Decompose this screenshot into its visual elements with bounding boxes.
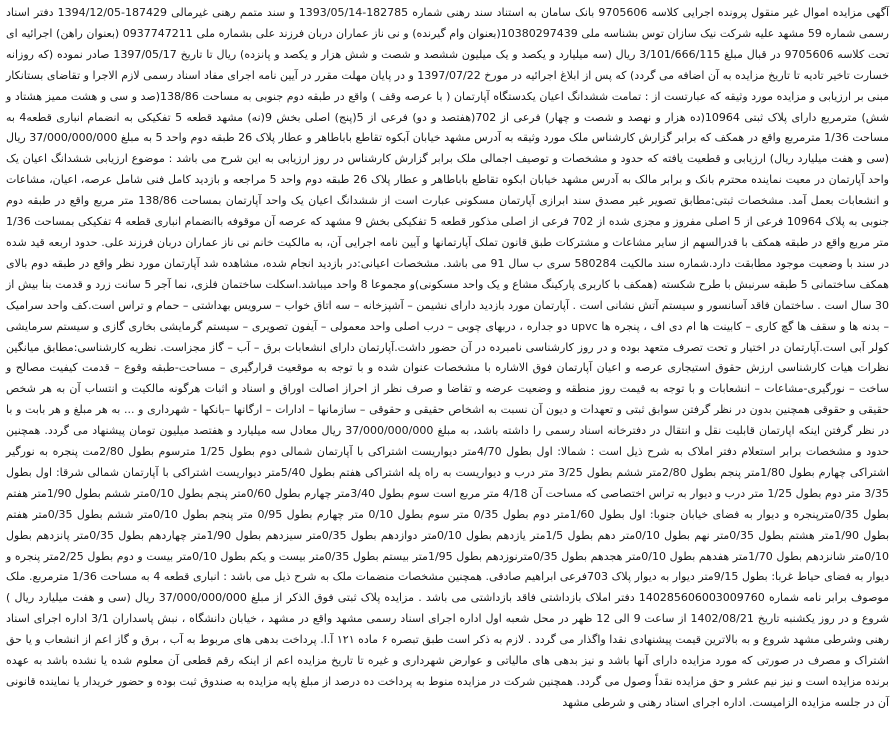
notice-body-text: آگهی مزایده اموال غیر منقول پرونده اجرایی کلاسه 9705606 بانک سامان به استناد سند رهنی شماره 182785-1393/05/14 و سند متمم رهنی غیرمالی 187429-1394/12/05 دفتر اسناد رسمی شماره 59 مشهد علیه شرکت نیک سازان توس بشناسه ملی 10380297439(بعنوان وام گیرنده) و نی ناز عماران دربان فرزند علی بشماره ملی 0937747211 (بعنوان راهن) اجرائیه ای تحت کلاسه 9705606 در قبال مبلغ 3/101/666/115 ریال (سه میلیارد و یکصد و یک میلیون ششصد و شصت و شش هزار و یکصد و پانزده) ریال تا تاریخ 1397/05/17 صادر نموده (که روزانه خسارت تاخیر تادیه تا تاریخ مزایده به آن اضافه می گردد) که پس از ابلاغ اجرائیه در مورخ 1397/07/22 و در پایان مهلت مقرر در آیین نامه اجرای مفاد اسناد رسمی لازم الاجرا و تقاضای بستانکار مبنی بر ارزیابی و مزایده مورد وثیقه که عبارتست از : تمامت ششدانگ اعیان یکدستگاه آپارتمان ( با عرصه وقف ) واقع در طبقه دوم جنوبی به مساحت 138/86(صد و سی و هشت ممیز هشتاد و شش) مترمربع دارای پلاک ثبتی 10964(ده هزار و نهصد و شصت و چهار) فرعی از 702(هفتصد و دو) فرعی از 5(پنج) اصلی بخش 9(نه) مشهد قطعه 5 تفکیکی به انضمام انباری قطعه4 به مساحت 1/36 مترمربع واقع در همکف که برابر گزارش کارشناس ملک مورد وثیقه به آدرس مشهد خیابان آبکوه تقاطع باباطاهر و عطار پلاک 26 طبقه دوم واحد 5 به مبلغ 37/000/000/000 ریال (سی و هفت میلیارد ریال) ارزیابی و قطعیت یافته که حدود و مشخصات و توصیف اجمالی ملک برابر گزارش کارشناس در روز ارزیابی به این شرح می باشد : موضوع ارزیابی ششدانگ اعیان یک واحد آپارتمان در معیت نماینده محترم بانک و برابر مالک به آدرس مشهد خیابان ابکوه تقاطع باباطاهر و عطار پلاک 26 طبقه دوم واحد 5 مراجعه و بازدید کامل فنی شامل عرصه، اعیان، مشاعات و انشعابات بعمل آمد. مشخصات ثبتی:مطابق تصویر غیر مصدق سند ابرازی آپارتمان مسکونی عبارت است از ششدانگ اعیان یک واحد آپارتمان بمساحت 138/86 متر مربع واقع در طبقه دوم جنوبی به پلاک 10964 فرعی از 5 اصلی مفروز و مجزی شده از 702 فرعی از اصلی مذکور قطعه 5 تفکیکی بخش 9 مشهد که عرصه آن موقوفه باانضمام انباری قطعه 4 تفکیکی بمساحت 1/36 متر مربع واقع در طبقه همکف با قدرالسهم از سایر مشاعات و مشترکات طبق قانون تملک آپارتمانها و آیین نامه اجرایی آن، به مالکیت خانم نی ناز عماران دربان فرزند علی. حدود اربعه قید شده در سند با وضعیت موجود مطابقت دارد.شماره سند مالکیت 580284 سری ب سال 91 می باشد. مشخصات اعیانی:در بازدید انجام شده، مشاهده شد آپارتمان مورد نظر واقع در طبقه دوم بالای همکف ساختمانی 5 طبقه سرنبش با طرح شکسته (همکف با کاربری پارکینگ مشاع و یک واحد مسکونی)و مجموعا 8 واحد میباشد.اسکلت ساختمان فلزی، نما آجر 5 سانت زرد و قدمت بنا بیش از 30 سال است . ساختمان فاقد آسانسور و سیستم آتش نشانی است . آپارتمان مورد بازدید دارای نشیمن – آشپزخانه – سه اتاق خواب – سرویس بهداشتی – حمام و تراس است.کف واحد سرامیک – بدنه ها و سقف ها گچ کاری – کابینت ها ام دی اف ، پنجره ها upvc دو جداره ، دربهای چوبی – درب اصلی واحد معمولی – آیفون تصویری – سیستم گرمایشی بخاری گازی و سیستم سرمایشی کولر آبی است.آپارتمان در اختیار و تحت تصرف متعهد بوده و در روز کارشناسی نامبرده در آن حضور داشت.آپارتمان دارای انشعابات برق – آب – گاز مجزاست. نظریه کارشناسی:مطابق میانگین نظرات هیات کارشناسی ارزش حقوق استیجاری عرصه و اعیان آپارتمان فوق الاشاره با مشخصات عنوان شده و با توجه به موقعیت قرارگیری – مساحت-طبقه وقوع – قدمت کیفیت مصالح و ساخت – نورگیری-مشاعات – انشعابات و با توجه به قیمت روز منطقه و وضعیت عرضه و تقاضا و صرف نظر از احراز اصالت اوراق و اسناد و اثبات هرگونه مالکیت و انتساب آن به هر شخص حقیقی و حقوقی همچنین بدون در نظر گرفتن سوابق ثبتی و تعهدات و دیون آن نسبت به اشخاص حقیقی و حقوقی – سازمانها – ادارات – ارگانها –بانکها - شهرداری و ... به هر مبلغ و هر بابت و با در نظر گرفتن اینکه اپارتمان قابلیت نقل و انتقال در دفترخانه اسناد رسمی را داشته باشد، به مبلغ 37/000/000/000 ریال معادل سه میلیارد و هفتصد میلیون تومان پیشنهاد می گردد. همچنین حدود و مشخصات برابر استعلام دفتر املاک به شرح ذیل است : شمالا: اول بطول 4/70متر دیواریست اشتراکی با آپارتمان شمالی دوم بطول 1/25 مترسوم بطول 2/80مت پنجره به نورگیر اشتراکی چهارم بطول 1/80متر پنجم بطول 2/80متر ششم بطول 3/25 متر درب و دیواریست به راه پله اشتراکی هفتم بطول 5/40متر دیواریست اشتراکی با آپارتمان شمالی شرقا: اول بطول 3/35 متر دوم بطول 1/25 متر درب و دیوار به تراس اختصاصی که مساحت آن 4/18 متر مربع است سوم بطول 3/40متر چهارم بطول 0/60متر پنجم بطول 0/10متر ششم بطول 1/90متر هفتم بطول 0/35مترپنجره و دیوار به فضای خیابان جنوبا: اول بطول 1/60متر دوم بطول 0/35 متر سوم بطول 0/10 متر چهارم بطول 0/95 متر پنجم بطول 0/10متر ششم بطول 0/35متر هفتم بطول 1/90متر هشتم بطول 0/35متر نهم بطول 0/10متر دهم بطول 1/5متر یازدهم بطول 0/10متر دوازدهم بطول 0/35متر سیزدهم بطول 1/90متر چهاردهم بطول 0/35متر پانزدهم بطول 0/10متر شانزدهم بطول 1/70متر هفدهم بطول 0/10متر هجدهم بطول 0/35مترنوزدهم بطول 1/95متر بیستم بطول 0/35متر بیست و یکم بطول 0/10متر بیست و دوم بطول 2/25متر پنجره و دیوار به فضای حیاط غربا: بطول 9/15متر دیوار به دیوار پلاک 703فرعی ابراهیم صادقی. همچنین مشخصات منضمات ملک به شرح ذیل می باشد : انباری قطعه 4 به مساحت 1/36 مترمربع. ملک موصوف برابر نامه شماره 140285606003009760 دفتر املاک بازداشتی فاقد بازداشتی می باشد . مزایده پلاک ثبتی فوق الذکر از مبلغ 37/000/000/000 ریال (سی و هفت میلیارد ریال ) شروع و در روز یکشنبه تاریخ 1402/08/21 از ساعت 9 الی 12 ظهر در محل شعبه اول اداره اجرای اسناد رسمی مشهد واقع در مشهد ، خیابان دانشگاه ، نبش پاسداران 3/1 اداره اجرای اسناد رهنی وشرطی مشهد شروع و به بالاترین قیمت پیشنهادی نقدا واگذار می گردد . لازم به ذکر است طبق تبصره ۶ ماده ۱۲۱ آ.ا. پرداخت بدهی های مربوط به آب ، برق و گاز اعم از انشعاب و یا حق اشتراک و مصرف در صورتی که مورد مزایده دارای آنها باشد و نیز بدهی های مالیاتی و عوارض شهرداری و غیره تا تاریخ مزایده اعم از اینکه رقم قطعی آن معلوم شده یا نشده باشد به عهده برنده مزایده است و نیز نیم عشر و حق مزایده نقداً وصول می گردد. همچنین شرکت در مزایده منوط به پرداخت ده درصد از مبلغ پایه مزایده به صندوق ثبت بوده و حضور خریدار یا نماینده قانونی آن در جلسه مزایده الزامیست. اداره اجرای اسناد رهنی و شرطی مشهد <box>6 6 890 709</box>
